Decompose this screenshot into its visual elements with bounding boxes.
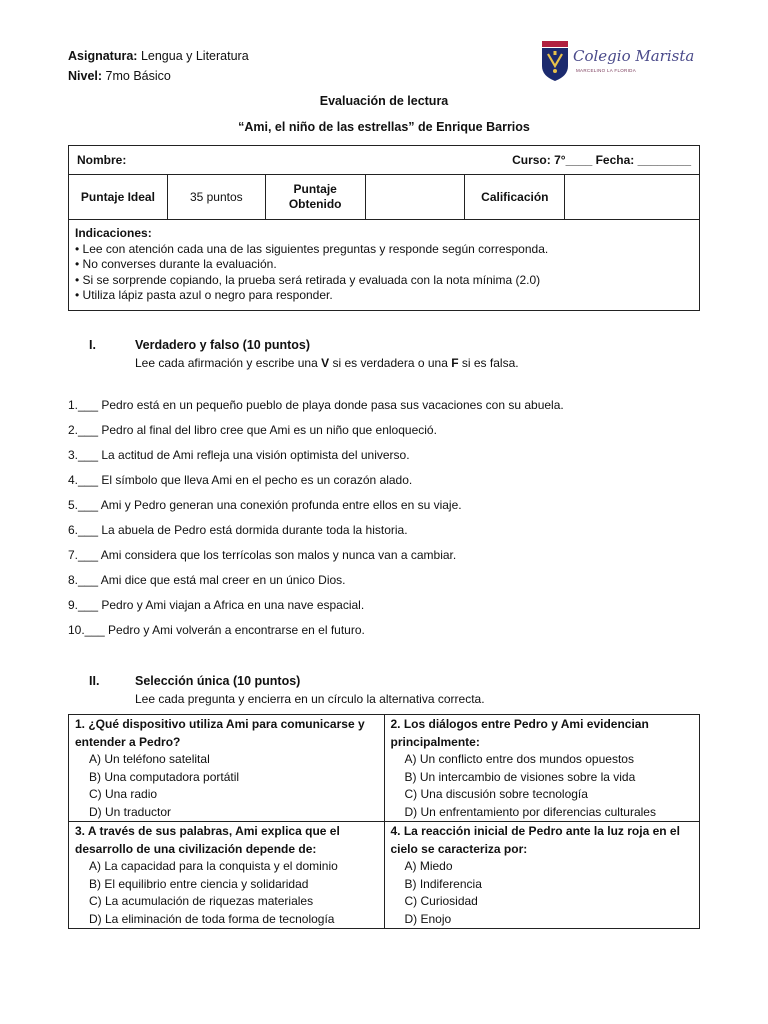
instructions-row — [69, 220, 700, 311]
subject-label: Asignatura: — [68, 49, 138, 63]
instructions-title: Indicaciones: — [75, 226, 152, 240]
section1-instructions — [135, 356, 519, 370]
option[interactable]: A) Un teléfono satelital — [89, 752, 210, 766]
tf-item[interactable]: 3.___ La actitud de Ami refleja una visión optimista del universo. — [68, 448, 410, 462]
true-false-list — [68, 398, 564, 648]
tf-item[interactable]: 2.___ Pedro al final del libro cree que Ami es un niño que enloqueció. — [68, 423, 437, 437]
option[interactable]: D) Un enfrentamiento por diferencias culturales — [404, 804, 656, 819]
grade-field[interactable] — [565, 175, 700, 220]
instr-part: si es verdadera o una — [329, 356, 452, 370]
option[interactable]: C) La acumulación de riquezas materiales — [89, 894, 314, 908]
mc-row — [69, 715, 700, 822]
option[interactable]: B) Indiferencia — [404, 876, 482, 891]
section2-numeral: II. — [89, 674, 100, 688]
instructions-cell — [69, 220, 700, 311]
option[interactable]: A) Miedo — [404, 859, 453, 873]
logo-subtext: MARCELINO LA FLORIDA — [576, 68, 637, 73]
question-text: 1. ¿Qué dispositivo utiliza Ami para comunicarse y entender a Pedro? — [75, 717, 365, 749]
subject-line — [68, 46, 249, 66]
instruction-item: • Utiliza lápiz pasta azul o negro para responder. — [75, 288, 333, 302]
course-date-label: Curso: 7°____ Fecha: ________ — [512, 153, 691, 167]
tf-item[interactable]: 7.___ Ami considera que los terrícolas son malos y nunca van a cambiar. — [68, 548, 457, 562]
name-row — [69, 146, 700, 175]
book-title: “Ami, el niño de las estrellas” de Enrique Barrios — [238, 120, 530, 134]
tf-item[interactable]: 5.___ Ami y Pedro generan una conexión profunda entre ellos en su viaje. — [68, 498, 462, 512]
question-cell-3 — [69, 822, 385, 929]
evaluation-title: Evaluación de lectura — [319, 94, 449, 108]
option[interactable]: A) La capacidad para la conquista y el dominio — [89, 859, 338, 873]
tf-item[interactable]: 9.___ Pedro y Ami viajan a Africa en una nave espacial. — [68, 598, 365, 612]
subject-value: Lengua y Literatura — [140, 49, 249, 63]
option[interactable]: A) Un conflicto entre dos mundos opuestos — [404, 752, 634, 766]
question-text: 3. A través de sus palabras, Ami explica que el desarrollo de una civilización depende de: — [75, 824, 340, 856]
instruction-item: • Si se sorprende copiando, la prueba será retirada y evaluada con la nota mínima (2.0) — [75, 272, 541, 287]
option[interactable]: D) Un traductor — [89, 804, 172, 819]
logo-text: Colegio Marista — [573, 47, 695, 65]
tf-item[interactable]: 10.___ Pedro y Ami volverán a encontrarse en el futuro. — [68, 623, 365, 637]
level-value: 7mo Básico — [105, 69, 171, 83]
tf-item[interactable]: 8.___ Ami dice que está mal creer en un único Dios. — [68, 573, 346, 587]
question-cell-1 — [69, 715, 385, 822]
header-meta — [68, 46, 249, 86]
name-cell[interactable] — [69, 146, 700, 175]
level-label: Nivel: — [68, 69, 103, 83]
shield-icon — [540, 40, 570, 82]
ideal-score-value: 35 puntos — [167, 175, 265, 220]
name-label: Nombre: — [77, 153, 127, 167]
multiple-choice-table — [68, 714, 700, 929]
tf-item[interactable]: 4.___ El símbolo que lleva Ami en el pecho es un corazón alado. — [68, 473, 413, 487]
instr-part: si es falsa. — [458, 356, 519, 370]
question-text: 2. Los diálogos entre Pedro y Ami evidencian principalmente: — [390, 717, 649, 749]
ideal-score-label: Puntaje Ideal — [69, 175, 168, 220]
score-row — [69, 175, 700, 220]
section1-title: Verdadero y falso (10 puntos) — [135, 338, 311, 352]
mc-row — [69, 822, 700, 929]
option[interactable]: B) Un intercambio de visiones sobre la vida — [404, 769, 636, 784]
question-cell-2 — [384, 715, 700, 822]
question-cell-4 — [384, 822, 700, 929]
obtained-score-label-2: Obtenido — [288, 197, 342, 211]
tf-item[interactable]: 6.___ La abuela de Pedro está dormida durante toda la historia. — [68, 523, 408, 537]
option[interactable]: B) El equilibrio entre ciencia y solidaridad — [89, 876, 309, 891]
instr-f: F — [451, 356, 459, 370]
info-table — [68, 145, 700, 311]
obtained-score-label-1: Puntaje — [293, 182, 337, 196]
school-logo — [540, 38, 695, 84]
question-text: 4. La reacción inicial de Pedro ante la luz roja en el cielo se caracteriza por: — [390, 824, 680, 856]
instr-part: Lee cada afirmación y escribe una — [135, 356, 322, 370]
section1-numeral: I. — [89, 338, 96, 352]
option[interactable]: D) Enojo — [404, 911, 452, 926]
instr-v: V — [321, 356, 330, 370]
obtained-score-label — [265, 175, 365, 220]
option[interactable]: C) Curiosidad — [404, 894, 478, 908]
level-line — [68, 66, 249, 86]
grade-label: Calificación — [465, 175, 565, 220]
instruction-item: • Lee con atención cada una de las siguientes preguntas y responde según corresponda. — [75, 241, 549, 256]
section2-title: Selección única (10 puntos) — [135, 674, 301, 688]
option[interactable]: D) La eliminación de toda forma de tecnología — [89, 911, 335, 926]
obtained-score-field[interactable] — [365, 175, 465, 220]
tf-item[interactable]: 1.___ Pedro está en un pequeño pueblo de playa donde pasa sus vacaciones con su abuela. — [68, 398, 564, 412]
option[interactable]: B) Una computadora portátil — [89, 769, 240, 784]
option[interactable]: C) Una radio — [89, 787, 158, 801]
section2-instructions: Lee cada pregunta y encierra en un círculo la alternativa correcta. — [135, 692, 485, 706]
option[interactable]: C) Una discusión sobre tecnología — [404, 787, 588, 801]
instruction-item: • No converses durante la evaluación. — [75, 257, 277, 271]
